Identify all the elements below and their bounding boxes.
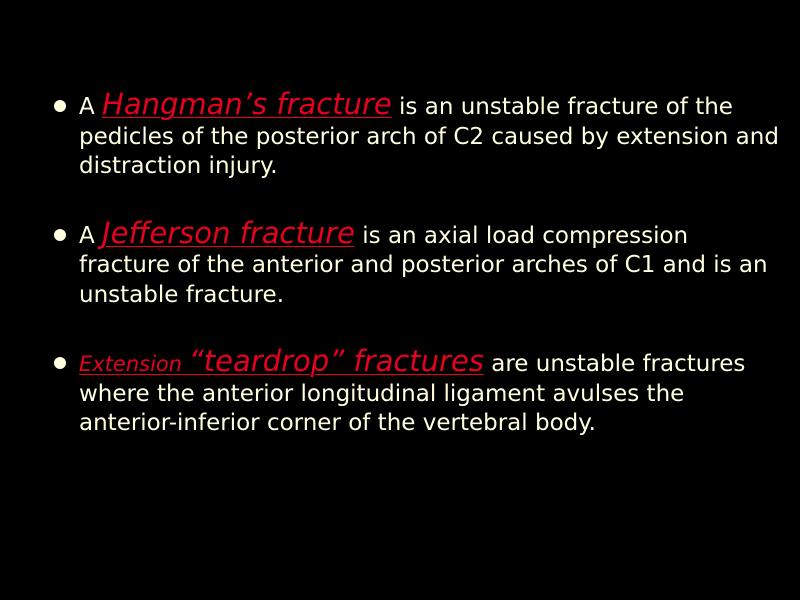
bullet-jefferson-fracture: [52, 215, 782, 311]
bullet-text: is an unstable fracture of the pedicles of the posterior arch of C2 caused by extension and distraction injury.: [79, 94, 779, 179]
bullet-prefix: A: [79, 222, 103, 249]
bullet-extension-teardrop-fractures: [52, 344, 782, 439]
bullet-prefix: A: [79, 94, 103, 120]
bullet-dot-icon: [54, 100, 66, 112]
bullet-text: are unstable fractures where the anterior longitudinal ligament avulses the anterior-inferior corner of the vertebral body.: [79, 351, 746, 436]
bullet-text: is an axial load compression fracture of the anterior and posterior arches of C1 and is an unstable fracture.: [79, 222, 768, 308]
bullet-hangmans-fracture: [52, 87, 782, 182]
term-hangmans-fracture: Hangman’s fracture: [102, 87, 392, 121]
bullet-dot-icon: [54, 357, 66, 369]
bullet-list: [52, 87, 782, 476]
bullet-dot-icon: [54, 229, 66, 241]
term-extension: Extension: [79, 352, 189, 376]
term-jefferson-fracture: Jefferson fracture: [102, 215, 355, 250]
term-teardrop-fractures: “teardrop” fractures: [188, 344, 484, 378]
